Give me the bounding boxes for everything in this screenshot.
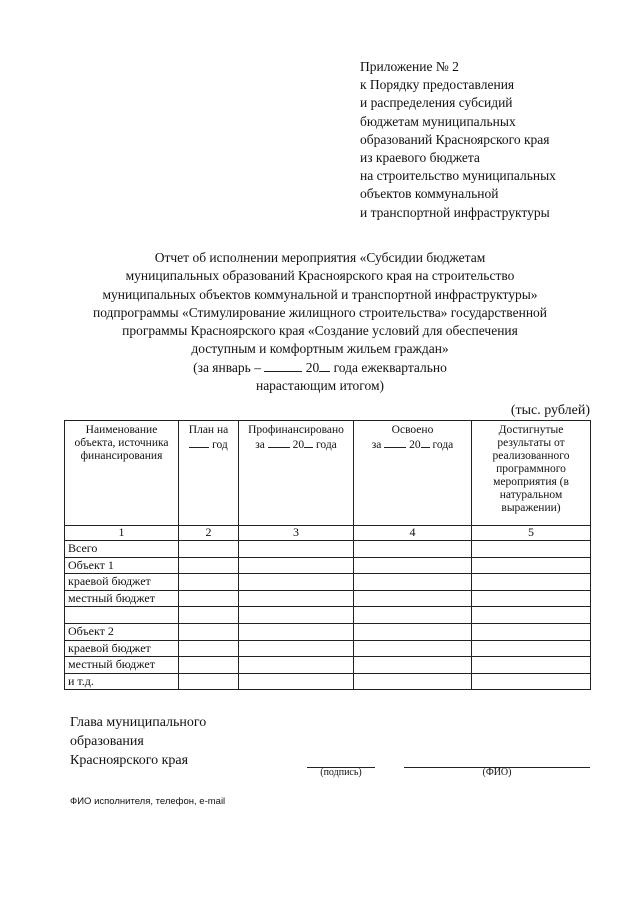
year-blank xyxy=(319,361,330,372)
table-row xyxy=(65,590,591,607)
table-cell xyxy=(354,574,472,591)
table-cell xyxy=(239,623,354,640)
title-line: муниципальных образований Красноярского края на строительство xyxy=(125,268,515,284)
column-number: 3 xyxy=(239,526,354,541)
table-row xyxy=(65,640,591,657)
column-number: 4 xyxy=(354,526,472,541)
table-cell xyxy=(179,673,239,690)
signer-line: образования xyxy=(70,734,144,749)
table-cell xyxy=(354,607,472,624)
table-cell xyxy=(472,541,591,558)
table-row xyxy=(65,574,591,591)
appendix-line: бюджетам муниципальных xyxy=(360,113,516,129)
appendix-line: и распределения субсидий xyxy=(360,95,513,111)
title-line: Отчет об исполнении мероприятия «Субсидии бюджетам xyxy=(154,250,486,265)
appendix-line: из краевого бюджета xyxy=(360,150,480,166)
row-label: Объект 1 xyxy=(65,557,179,574)
table-cell xyxy=(239,541,354,558)
signer-line: Глава муниципального xyxy=(70,715,207,730)
header-name: Наименование объекта, источника финансирования xyxy=(65,421,179,526)
row-label: местный бюджет xyxy=(65,657,179,674)
table-cell xyxy=(472,657,591,674)
period-blank xyxy=(264,361,302,372)
table-cell xyxy=(354,541,472,558)
table-cell xyxy=(472,574,591,591)
appendix-line: Приложение № 2 xyxy=(360,59,459,74)
table-cell xyxy=(472,623,591,640)
signature-caption: (подпись) xyxy=(320,767,362,778)
title-line: подпрограммы «Стимулирование жилищного строительства» государственной xyxy=(92,304,548,320)
table-row xyxy=(65,557,591,574)
row-label: и т.д. xyxy=(65,673,179,690)
report-title xyxy=(60,249,580,395)
appendix-block xyxy=(360,58,620,222)
table-cell xyxy=(472,557,591,574)
header-plan: План на год xyxy=(179,421,239,526)
table-cell xyxy=(239,640,354,657)
table-row xyxy=(65,657,591,674)
table-cell xyxy=(179,657,239,674)
appendix-line: и транспортной инфраструктуры xyxy=(360,204,550,220)
period-prefix: (за январь – xyxy=(193,359,261,375)
signer-line: Красноярского края xyxy=(70,753,189,768)
units-label: (тыс. рублей) xyxy=(510,403,590,418)
table-cell xyxy=(472,590,591,607)
table-cell xyxy=(239,590,354,607)
signer-block xyxy=(70,713,206,770)
table-cell xyxy=(354,657,472,674)
table-cell xyxy=(472,607,591,624)
column-number: 2 xyxy=(179,526,239,541)
table-cell xyxy=(179,541,239,558)
name-caption: (ФИО) xyxy=(482,767,512,778)
appendix-line: на строительство муниципальных xyxy=(360,168,556,184)
header-results: Достигнутые результаты от реализованного программного мероприятия (в натуральном выражении) xyxy=(472,421,591,526)
table-cell xyxy=(179,557,239,574)
period-suffix: года ежеквартально xyxy=(333,359,447,375)
table-cell xyxy=(239,574,354,591)
header-mastered: Освоено за 20 года xyxy=(354,421,472,526)
period-year: 20 xyxy=(305,359,320,375)
table-row xyxy=(65,541,591,558)
column-number: 1 xyxy=(65,526,179,541)
report-table xyxy=(64,420,591,690)
table-row xyxy=(65,607,591,624)
table-cell xyxy=(239,557,354,574)
table-cell xyxy=(354,640,472,657)
appendix-line: образований Красноярского края xyxy=(360,131,550,147)
row-label: краевой бюджет xyxy=(65,640,179,657)
title-line: программы Красноярского края «Создание условий для обеспечения xyxy=(122,323,518,339)
table-cell xyxy=(354,673,472,690)
table-row xyxy=(65,623,591,640)
appendix-line: объектов коммунальной xyxy=(360,186,499,202)
table-cell xyxy=(239,673,354,690)
row-label: местный бюджет xyxy=(65,590,179,607)
table-cell xyxy=(179,590,239,607)
row-label: краевой бюджет xyxy=(65,574,179,591)
table-cell xyxy=(239,657,354,674)
title-line: муниципальных объектов коммунальной и транспортной инфраструктуры» xyxy=(102,286,538,302)
period-line xyxy=(60,359,580,377)
title-line: доступным и комфортным жильем граждан» xyxy=(191,341,449,357)
executor-contacts: ФИО исполнителя, телефон, e-mail xyxy=(70,796,226,807)
appendix-line: к Порядку предоставления xyxy=(360,77,515,93)
period-line-2: нарастающим итогом) xyxy=(255,378,385,394)
table-cell xyxy=(179,574,239,591)
header-financed: Профинансировано за 20 года xyxy=(239,421,354,526)
row-label xyxy=(65,607,179,624)
table-cell xyxy=(472,640,591,657)
table-cell xyxy=(179,640,239,657)
table-row xyxy=(65,673,591,690)
table-cell xyxy=(354,623,472,640)
table-cell xyxy=(179,607,239,624)
table-cell xyxy=(179,623,239,640)
table-cell xyxy=(472,673,591,690)
row-label: Объект 2 xyxy=(65,623,179,640)
row-label: Всего xyxy=(65,541,179,558)
table-cell xyxy=(239,607,354,624)
column-number: 5 xyxy=(472,526,591,541)
table-cell xyxy=(354,590,472,607)
table-cell xyxy=(354,557,472,574)
